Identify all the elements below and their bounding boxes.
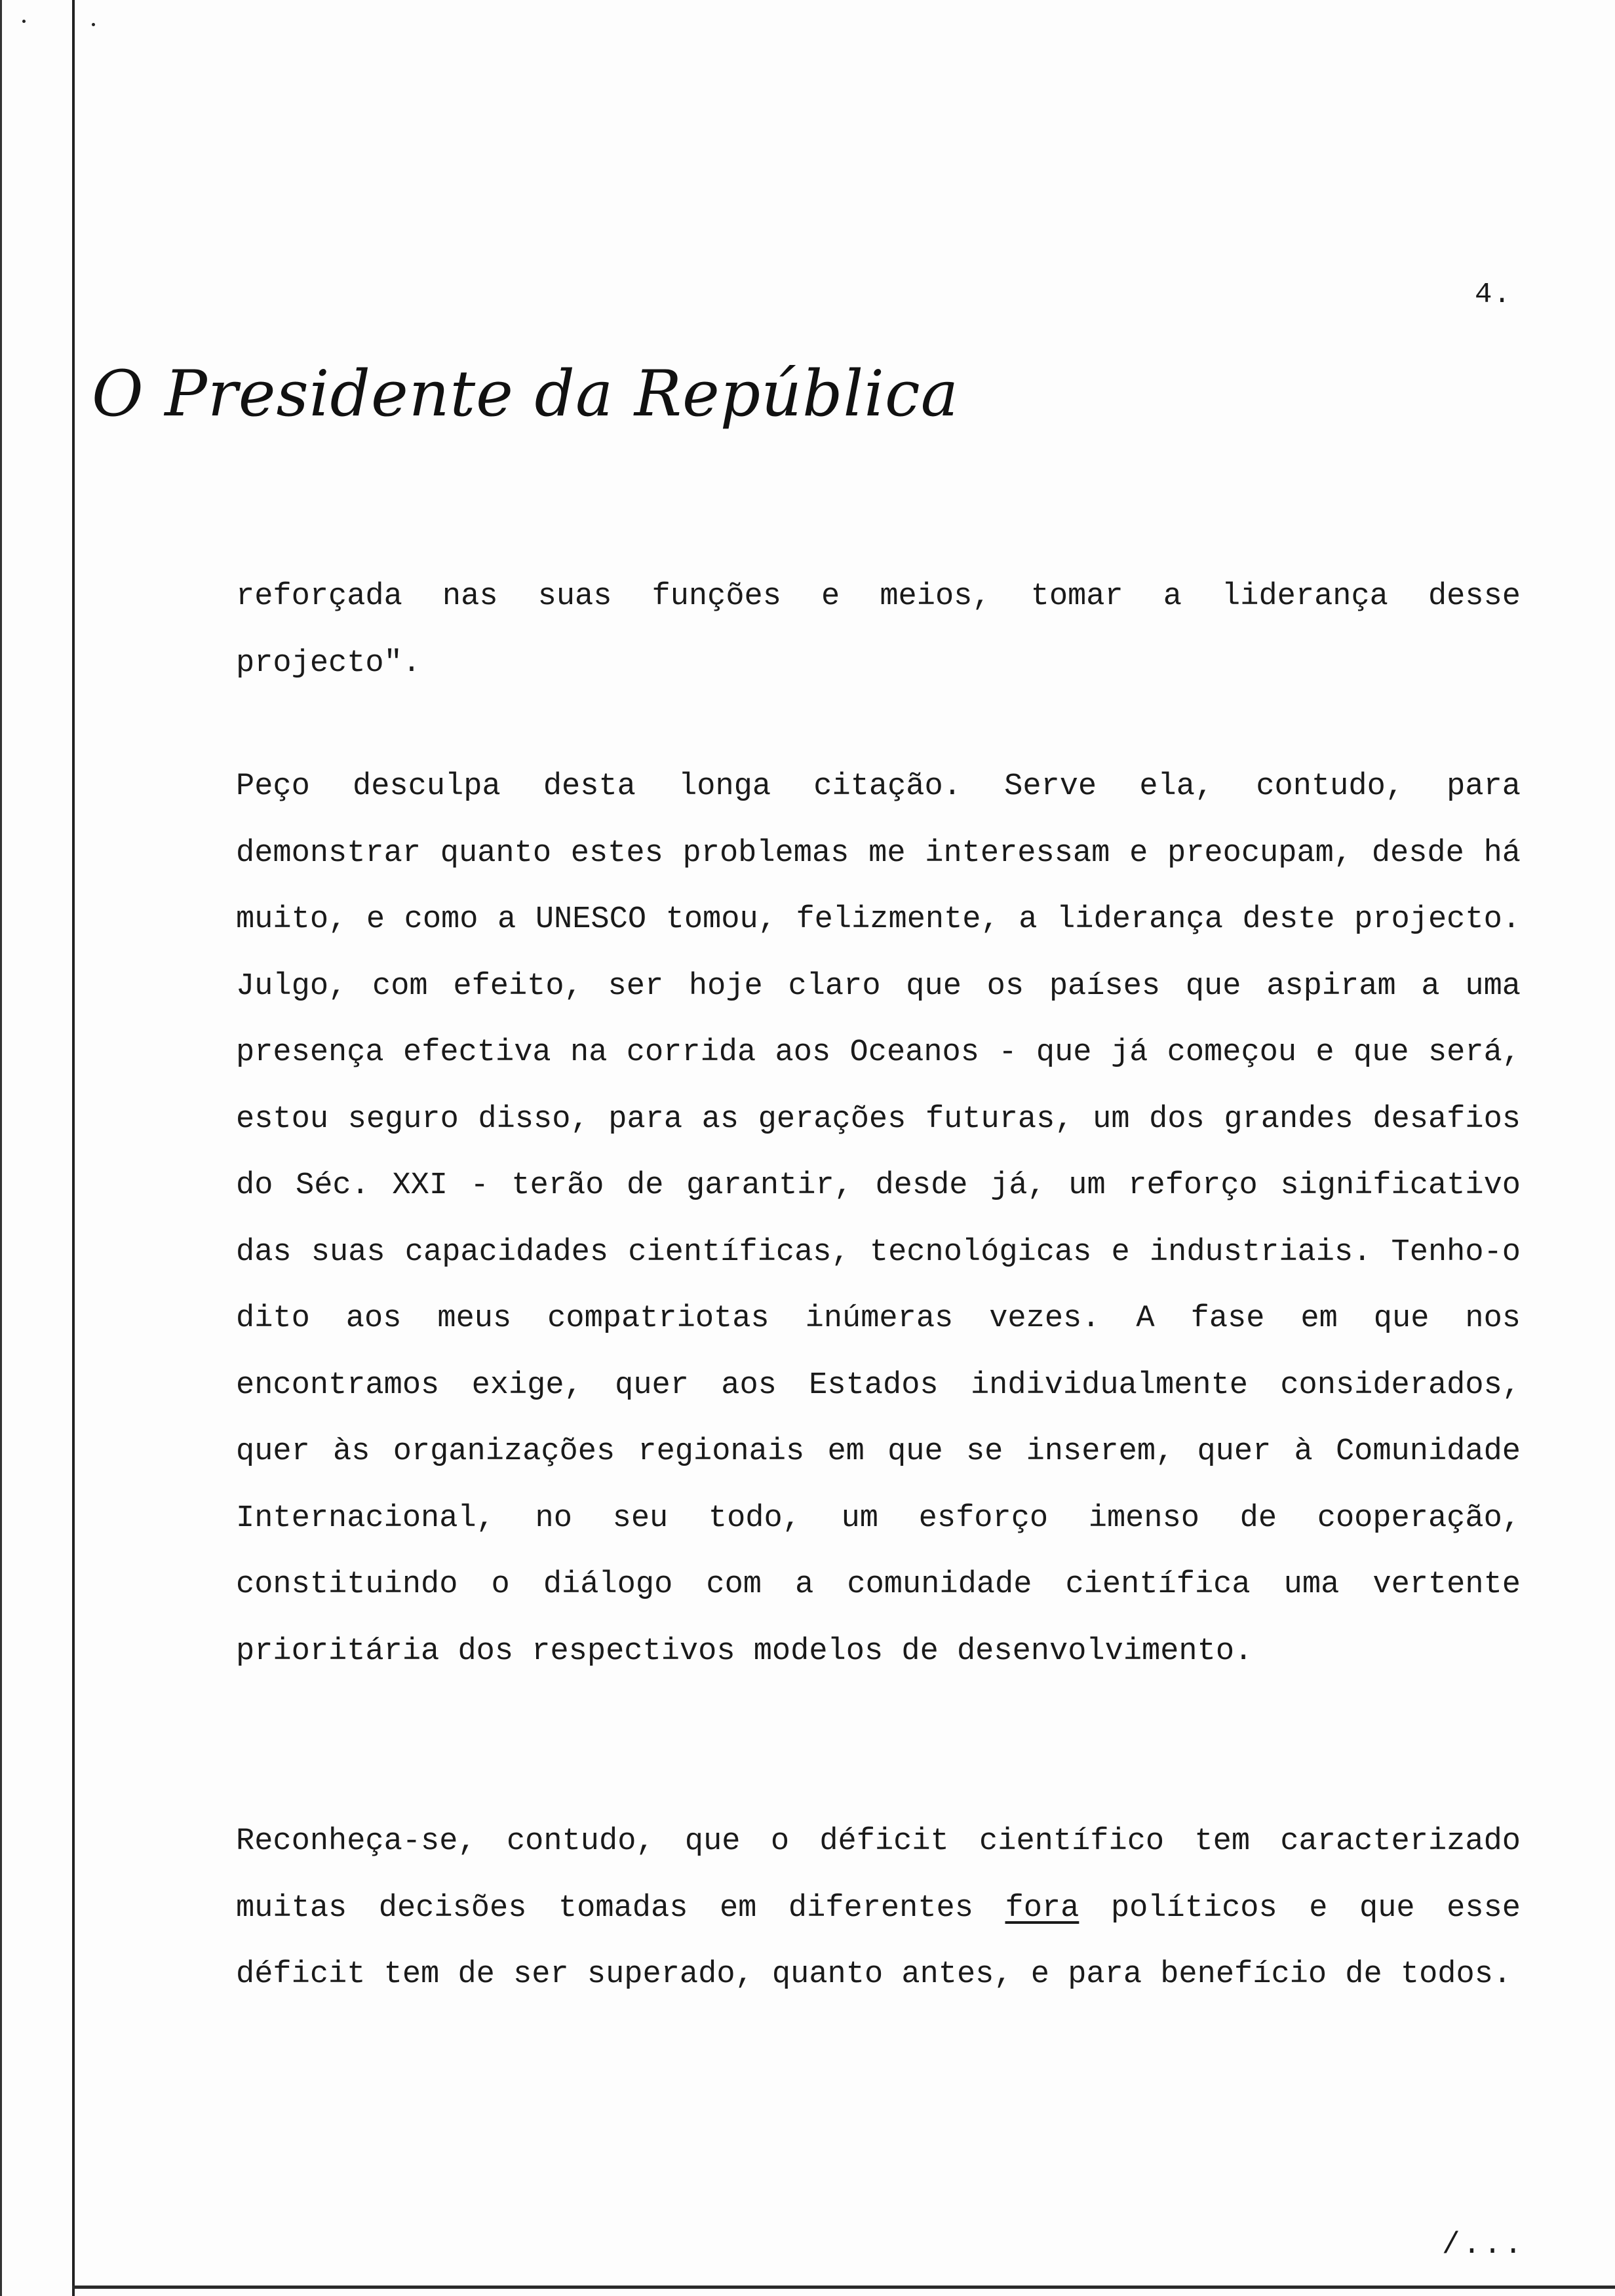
- paragraph: [236, 754, 1521, 1685]
- paragraph-text: [236, 1808, 1521, 2008]
- paragraph-text-before: Reconheça-se, contudo, que o déficit científico tem caracterizado muitas decisões tomadas em diferentes: [236, 1824, 1521, 1926]
- underlined-word: fora: [1005, 1890, 1080, 1926]
- continuation-mark: /...: [1442, 2228, 1525, 2262]
- scan-speck: [92, 23, 95, 26]
- paragraph-text: Peço desculpa desta longa citação. Serve ela, contudo, para demonstrar quanto estes problemas me interessam e preocupam, desde há muito, e como a UNESCO tomou, felizmente, a liderança deste projecto. Julgo, com efeito, ser hoje claro que os países que aspiram a uma presença efectiva na corrida aos Oceanos - que já começou e que será, estou seguro disso, para as gerações futuras, um dos grandes desafios do Séc. XXI - terão de garantir, desde já, um reforço significativo das suas capacidades científicas, tecnológicas e industriais. Tenho-o dito aos meus compatriotas inúmeras vezes. A fase em que nos encontramos exige, quer aos Estados individualmente considerados, quer às organizações regionais em que se inserem, quer à Comunidade Internacional, no seu todo, um esforço imenso de cooperação, constituindo o diálogo com a comunidade científica uma vertente prioritária dos respectivos modelos de desenvolvimento.: [236, 769, 1521, 1669]
- paragraph-text: reforçada nas suas funções e meios, tomar a liderança desse projecto".: [236, 579, 1521, 681]
- paragraph: [236, 1808, 1521, 2008]
- page-number: 4.: [1475, 278, 1512, 311]
- binding-margin-line: [72, 0, 75, 2296]
- paragraph-continued: [236, 564, 1521, 697]
- scan-speck: [22, 20, 26, 23]
- letterhead-title: O Presidente da República: [92, 357, 959, 430]
- paragraph-text-after: políticos e que esse déficit tem de ser superado, quanto antes, e para benefício de todos.: [236, 1890, 1521, 1992]
- scan-bottom-edge: [72, 2286, 1615, 2289]
- scan-left-edge: [0, 0, 2, 2296]
